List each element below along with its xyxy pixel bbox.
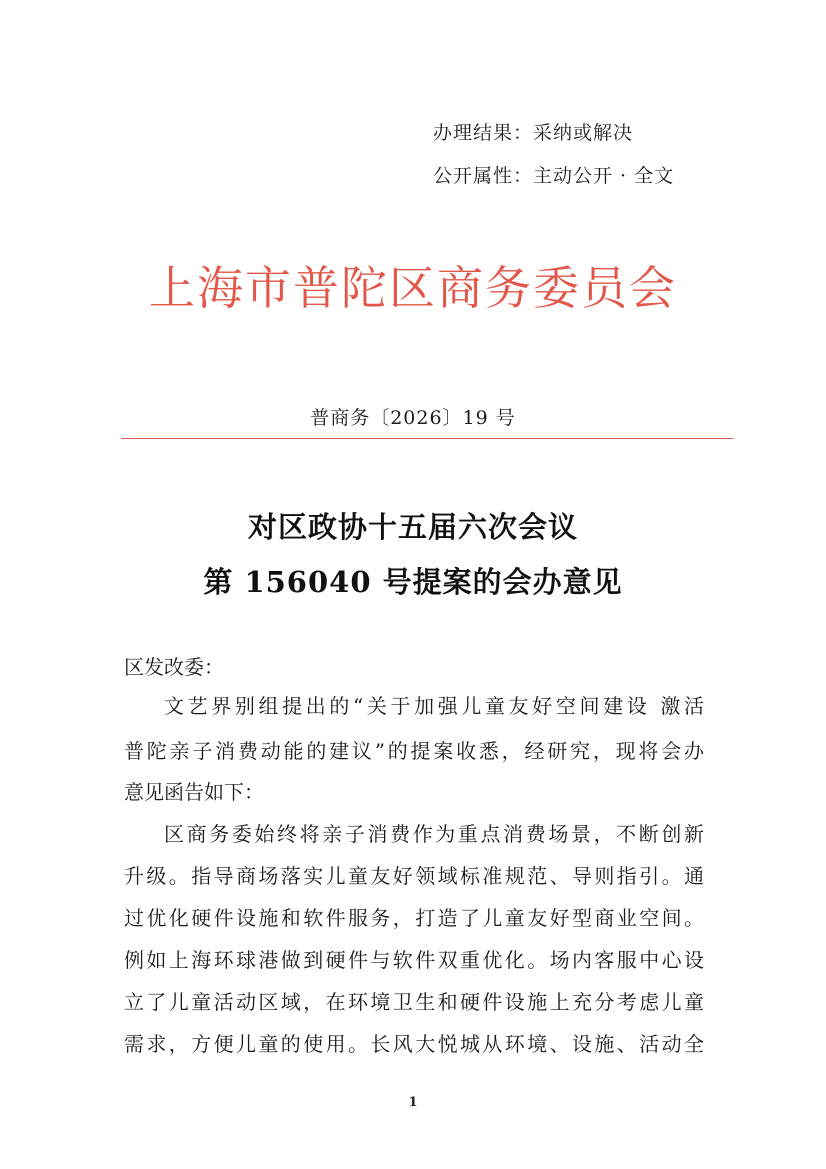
body-line: 升级。指导商场落实儿童友好领域标准规范、导则指引。通 bbox=[124, 864, 704, 888]
body-line: 需求，方便儿童的使用。长风大悦城从环境、设施、活动全 bbox=[124, 1032, 704, 1056]
body-line: 区商务委始终将亲子消费作为重点消费场景，不断创新 bbox=[164, 822, 704, 846]
body-line: 例如上海环球港做到硬件与软件双重优化。场内客服中心设 bbox=[124, 948, 704, 972]
body-line: 过优化硬件设施和软件服务，打造了儿童友好型商业空间。 bbox=[124, 906, 704, 930]
disclosure-label: 公开属性： bbox=[433, 165, 534, 187]
handling-result-label: 办理结果： bbox=[433, 122, 534, 144]
handling-result-value: 采纳或解决 bbox=[533, 122, 634, 144]
document-title-line-1: 对区政协十五届六次会议 bbox=[247, 510, 578, 544]
body-line: 文艺界别组提出的“关于加强儿童友好空间建设 激活 bbox=[164, 694, 704, 718]
body-line: 立了儿童活动区域，在环境卫生和硬件设施上充分考虑儿童 bbox=[124, 990, 704, 1014]
handling-result bbox=[433, 118, 633, 145]
body-line: 意见函告如下： bbox=[124, 780, 264, 804]
body-line: 普陀亲子消费动能的建议”的提案收悉，经研究，现将会办 bbox=[124, 739, 704, 763]
disclosure-attribute bbox=[433, 161, 674, 188]
document-title-line-2: 第 156040 号提案的会办意见 bbox=[203, 565, 623, 599]
disclosure-value: 主动公开 · 全文 bbox=[533, 165, 675, 187]
document-number: 普商务〔2026〕19 号 bbox=[310, 407, 516, 429]
addressee: 区发改委： bbox=[124, 655, 224, 679]
red-divider bbox=[121, 438, 733, 439]
organization-title: 上海市普陀区商务委员会 bbox=[149, 261, 677, 315]
page-number: 1 bbox=[408, 1095, 418, 1110]
